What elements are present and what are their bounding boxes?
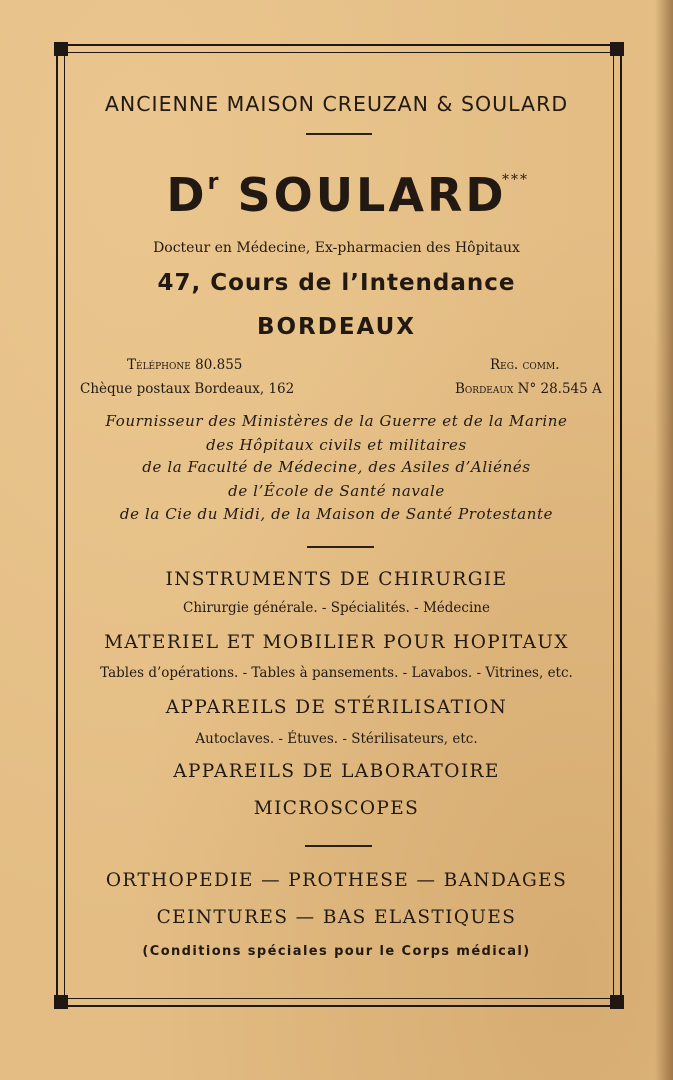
postal-cheque: Chèque postaux Bordeaux, 162	[80, 381, 295, 397]
registration-label: Reg. comm.	[490, 357, 560, 373]
footer-line: CEINTURES — BAS ELASTIQUES	[156, 907, 517, 928]
doctor-prefix: D	[166, 168, 208, 222]
section-detail: Chirurgie générale. - Spécialités. - Médecine	[183, 600, 490, 616]
decoration-marks: ***	[502, 172, 529, 188]
registration-number: Bordeaux N° 28.545 A	[455, 381, 602, 397]
section-heading: APPAREILS DE LABORATOIRE	[173, 761, 500, 782]
telephone-number: 80.855	[195, 357, 243, 373]
supplier-line: des Hôpitaux civils et militaires	[206, 436, 467, 454]
divider	[306, 133, 372, 135]
conditions-note: (Conditions spéciales pour le Corps médical)	[142, 944, 531, 959]
footer-line: ORTHOPEDIE — PROTHESE — BANDAGES	[105, 870, 568, 891]
corner-ornament	[54, 42, 68, 56]
corner-ornament	[610, 42, 624, 56]
city-name: BORDEAUX	[256, 314, 417, 340]
section-heading: APPAREILS DE STÉRILISATION	[165, 697, 508, 718]
supplier-line: de l’École de Santé navale	[228, 482, 445, 500]
doctor-surname: SOULARD	[237, 168, 507, 222]
telephone	[127, 357, 242, 373]
street-address: 47, Cours de l’Intendance	[157, 270, 516, 296]
doctor-name	[0, 168, 673, 222]
supplier-line: Fournisseur des Ministères de la Guerre et de la Marine	[105, 412, 568, 430]
section-detail: Autoclaves. - Étuves. - Stérilisateurs, etc.	[195, 731, 478, 747]
supplier-line: de la Cie du Midi, de la Maison de Santé Protestante	[119, 505, 554, 523]
divider	[305, 845, 372, 847]
section-heading: MATERIEL ET MOBILIER POUR HOPITAUX	[104, 632, 569, 653]
divider	[307, 546, 374, 548]
doctor-superscript: r	[207, 170, 219, 195]
section-detail: Tables d’opérations. - Tables à pansements. - Lavabos. - Vitrines, etc.	[100, 665, 573, 681]
corner-ornament	[610, 995, 624, 1009]
house-name: ANCIENNE MAISON CREUZAN & SOULARD	[104, 92, 569, 116]
supplier-line: de la Faculté de Médecine, des Asiles d’Aliénés	[142, 458, 531, 476]
doctor-title: Docteur en Médecine, Ex-pharmacien des Hôpitaux	[153, 240, 520, 256]
corner-ornament	[54, 995, 68, 1009]
section-heading: INSTRUMENTS DE CHIRURGIE	[165, 569, 508, 590]
section-heading: MICROSCOPES	[253, 798, 420, 819]
telephone-label: Téléphone	[127, 357, 191, 373]
